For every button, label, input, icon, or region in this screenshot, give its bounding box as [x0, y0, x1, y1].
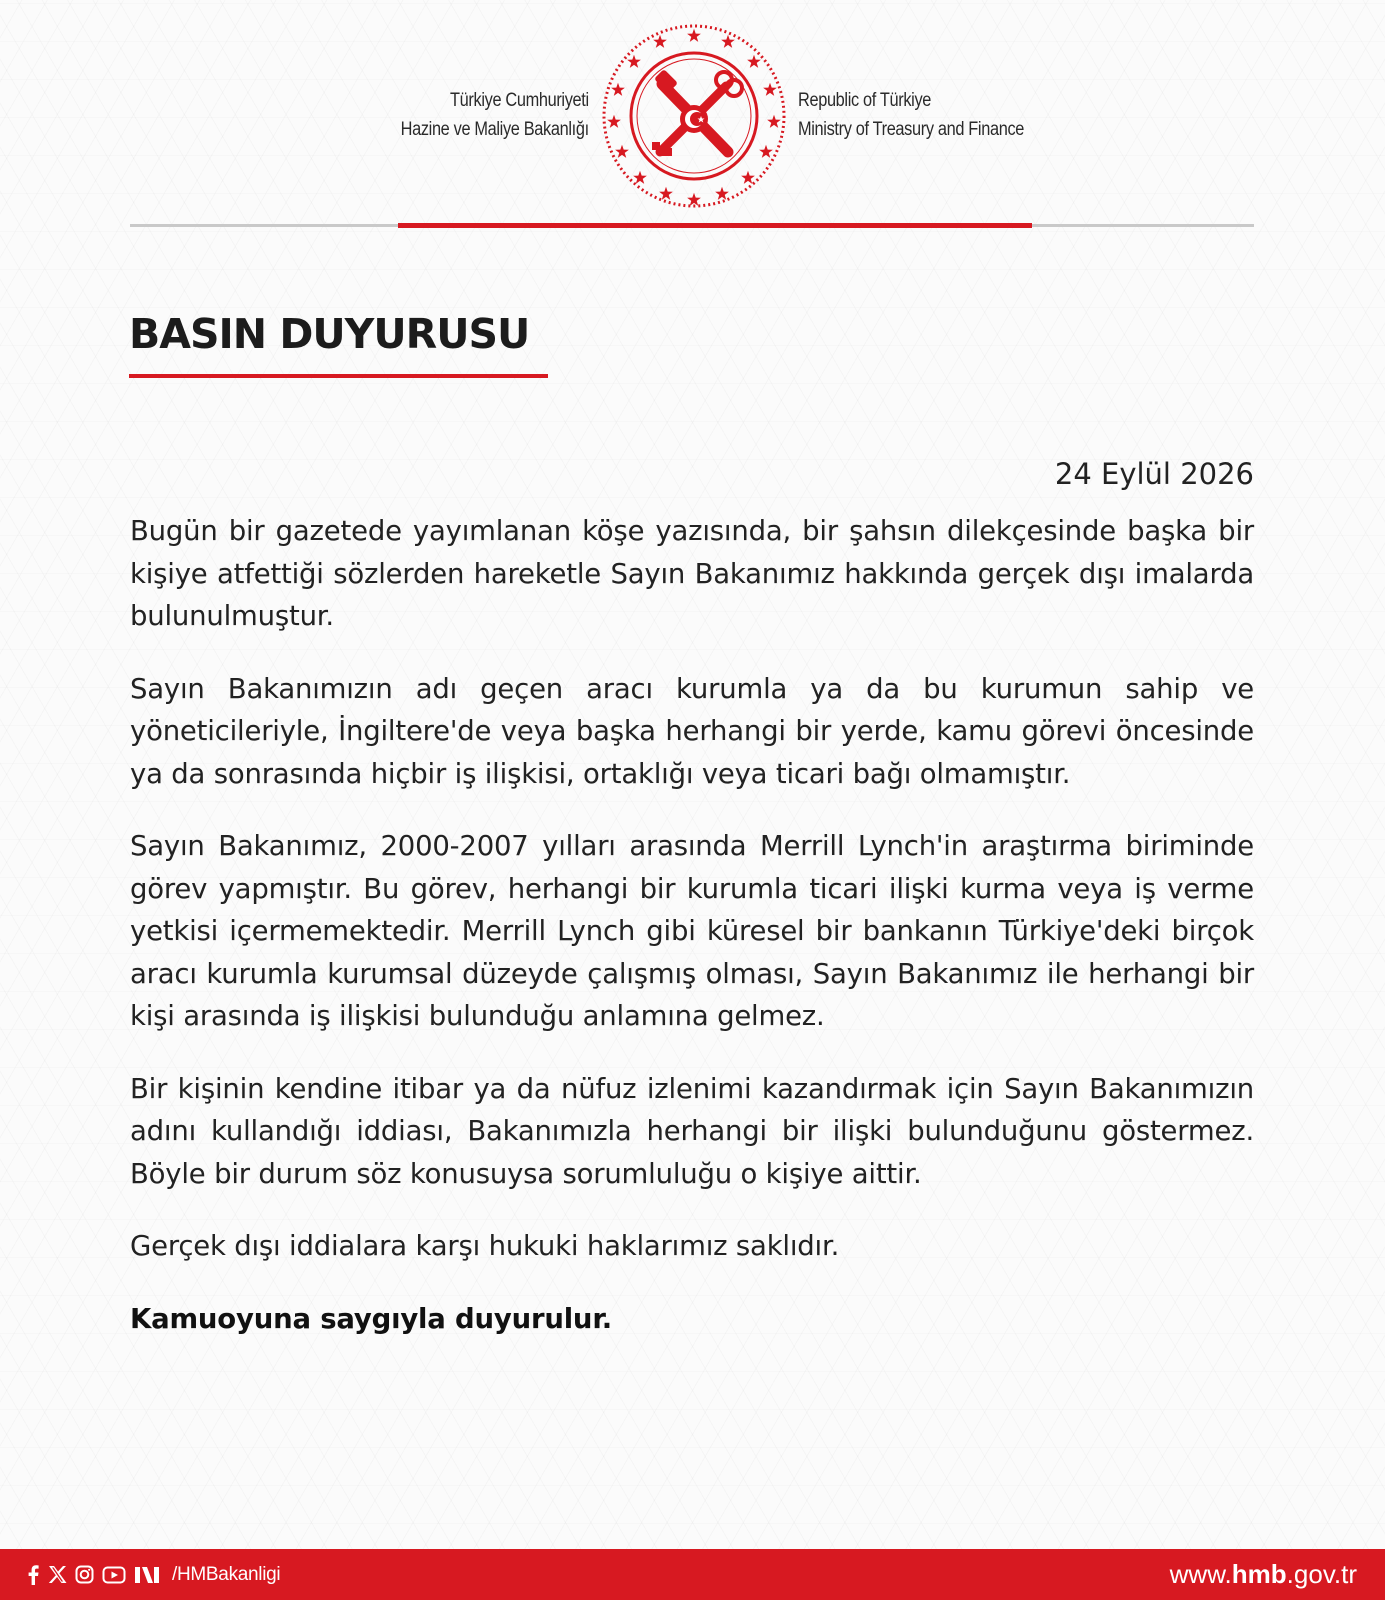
org-name-turkish-line1: Türkiye Cumhuriyeti — [450, 90, 589, 111]
website-prefix: www. — [1169, 1559, 1232, 1589]
youtube-icon[interactable] — [102, 1566, 126, 1584]
x-icon[interactable] — [48, 1565, 67, 1584]
paragraph-2: Sayın Bakanımızın adı geçen aracı kurumla ya da bu kurumun sahip ve yöneticileriyle, İngiltere'de veya başka herhangi bir yerde, kamu görevi öncesinde ya da sonrasında hiçbir iş ilişkisi, ortaklığı veya ticari bağı olmamıştır. — [130, 672, 1254, 790]
document-body — [130, 510, 1254, 1370]
ministry-seal-icon — [600, 22, 788, 210]
website-link[interactable] — [1170, 1549, 1357, 1600]
org-name-english-line1: Republic of Türkiye — [798, 90, 932, 111]
closing-statement: Kamuoyuna saygıyla duyurulur. — [130, 1302, 613, 1335]
social-handle[interactable]: /HMBakanligi — [172, 1563, 281, 1585]
org-name-english — [798, 86, 1024, 144]
nsosyal-icon[interactable] — [134, 1566, 160, 1584]
paragraph-1: Bugün bir gazetede yayımlanan köşe yazısında, bir şahsın dilekçesinde başka bir kişiye atfettiği sözlerden hareketle Sayın Bakanımız hakkında gerçek dışı imalarda bulunulmuştur. — [130, 515, 1254, 632]
website-suffix: .gov.tr — [1286, 1559, 1357, 1589]
paragraph-5: Gerçek dışı iddialara karşı hukuki haklarımız saklıdır. — [130, 1230, 840, 1262]
footer-bar — [0, 1549, 1385, 1600]
document-date: 24 Eylül 2026 — [1054, 457, 1254, 491]
facebook-icon[interactable] — [26, 1565, 40, 1585]
instagram-icon[interactable] — [75, 1565, 94, 1584]
paragraph-3: Sayın Bakanımız, 2000-2007 yılları arasında Merrill Lynch'in araştırma biriminde görev yapmıştır. Bu görev, herhangi bir kurumla ticari ilişki kurma veya iş verme yetkisi içermemektedir. Merrill Lynch gibi küresel bir bankanın Türkiye'deki birçok aracı kurumla kurumsal düzeyde çalışmış olması, Sayın Bakanımız ile herhangi bir kişi arasında iş ilişkisi bulunduğu anlamına gelmez. — [130, 830, 1254, 1032]
header-divider-red — [398, 223, 1032, 228]
org-name-english-line2: Ministry of Treasury and Finance — [798, 119, 1025, 140]
document-title: BASIN DUYURUSU — [129, 310, 530, 358]
paragraph-4: Bir kişinin kendine itibar ya da nüfuz izlenimi kazandırmak için Sayın Bakanımızın adını kullandığı iddiası, Bakanımızla herhangi bir ilişki bulunduğunu göstermez. Böyle bir durum söz konusuysa sorumluluğu o kişiye aittir. — [130, 1072, 1254, 1190]
title-underline — [129, 374, 548, 378]
org-name-turkish-line2: Hazine ve Maliye Bakanlığı — [400, 119, 589, 140]
letterhead — [0, 18, 1385, 213]
social-links — [26, 1549, 280, 1600]
org-name-turkish — [401, 86, 589, 144]
website-domain: hmb — [1231, 1559, 1287, 1589]
